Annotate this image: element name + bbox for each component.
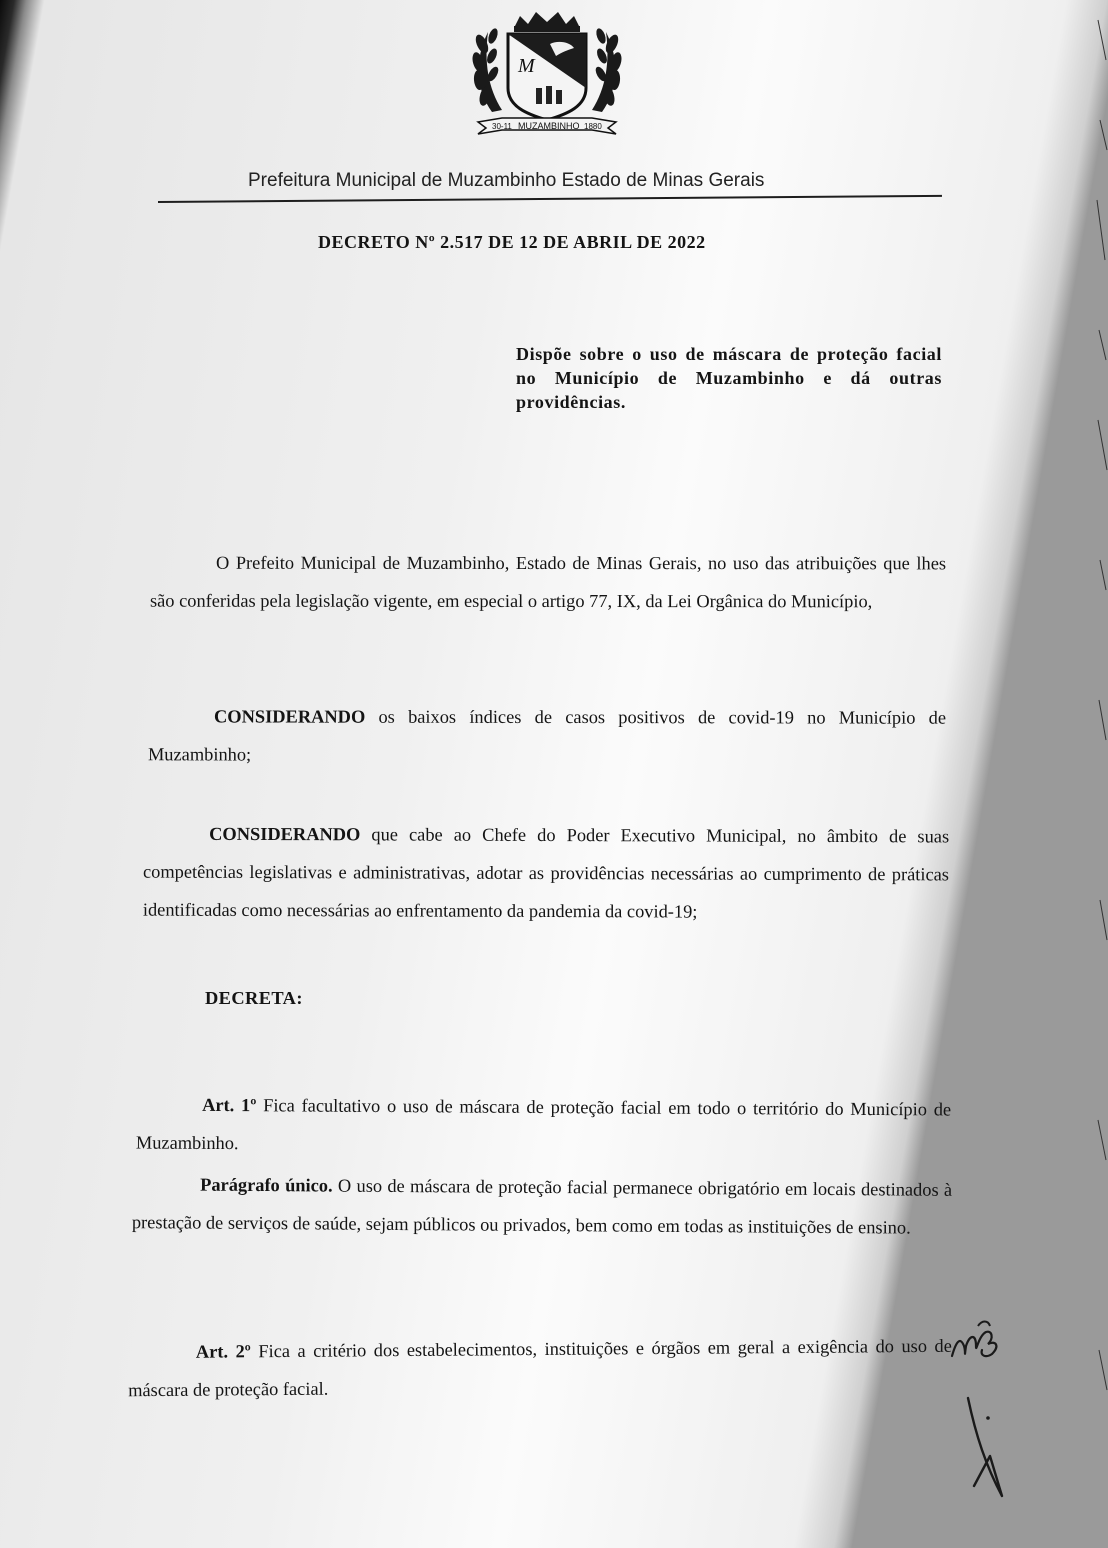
considerando-text: que cabe ao Chefe do Poder Executivo Municipal, no âmbito de suas competências legislativas e administrativas, adotar as providências necessárias ao cumprimento de práticas identificadas como necessárias ao enfrentamento da pandemia da covid-19; bbox=[142, 824, 950, 922]
municipality-header-title: Prefeitura Municipal de Muzambinho Estado de Minas Gerais bbox=[248, 170, 765, 191]
article-1-text: Fica facultativo o uso de máscara de proteção facial em todo o território do Município de Muzambinho. bbox=[135, 1095, 952, 1154]
crest-city-name: MUZAMBINHO bbox=[518, 121, 580, 131]
decree-title: DECRETO Nº 2.517 DE 12 DE ABRIL DE 2022 bbox=[318, 232, 706, 252]
municipal-coat-of-arms-emblem bbox=[462, 10, 632, 148]
paragrafo-unico-paragraph bbox=[132, 1166, 953, 1248]
considerando-lead: CONSIDERANDO bbox=[214, 706, 366, 728]
paragrafo-unico-lead: Parágrafo único. bbox=[200, 1175, 333, 1196]
article-2-text: Fica a critério dos estabelecimentos, instituições e órgãos em geral a exigência do uso de máscara de proteção facial. bbox=[128, 1336, 952, 1401]
article-1-paragraph bbox=[136, 1086, 951, 1167]
decree-summary: Dispõe sobre o uso de máscara de proteção facial no Município de Muzambinho e dá outras providências. bbox=[516, 344, 942, 412]
header-divider bbox=[158, 195, 942, 203]
paragrafo-unico-text: O uso de máscara de proteção facial permanece obrigatório em locais destinados à prestação de serviços de saúde, sejam públicos ou privados, bem como em todas as instituições de ensino. bbox=[131, 1175, 953, 1238]
considerando-paragraph-2 bbox=[143, 815, 949, 932]
article-1-lead: Art. 1º bbox=[202, 1095, 257, 1116]
handwritten-initials-signature bbox=[930, 1316, 1020, 1516]
page-edge-noise bbox=[1094, 0, 1108, 1548]
article-2-lead: Art. 2º bbox=[195, 1341, 251, 1363]
considerando-paragraph-1 bbox=[148, 698, 946, 775]
considerando-lead: CONSIDERANDO bbox=[209, 824, 361, 845]
article-2-paragraph bbox=[128, 1327, 953, 1409]
crest-year: 1880 bbox=[584, 122, 602, 131]
svg-text:M: M bbox=[518, 55, 535, 77]
decreta-heading: DECRETA: bbox=[205, 988, 303, 1008]
considerando-text: os baixos índices de casos positivos de covid-19 no Município de Muzambinho; bbox=[147, 707, 947, 765]
crest-founding-date: 30-11 bbox=[492, 122, 512, 131]
intro-paragraph: O Prefeito Municipal de Muzambinho, Estado de Minas Gerais, no uso das atribuições que lhes são conferidas pela legislação vigente, em especial o artigo 77, IX, da Lei Orgânica do Município, bbox=[149, 553, 947, 612]
